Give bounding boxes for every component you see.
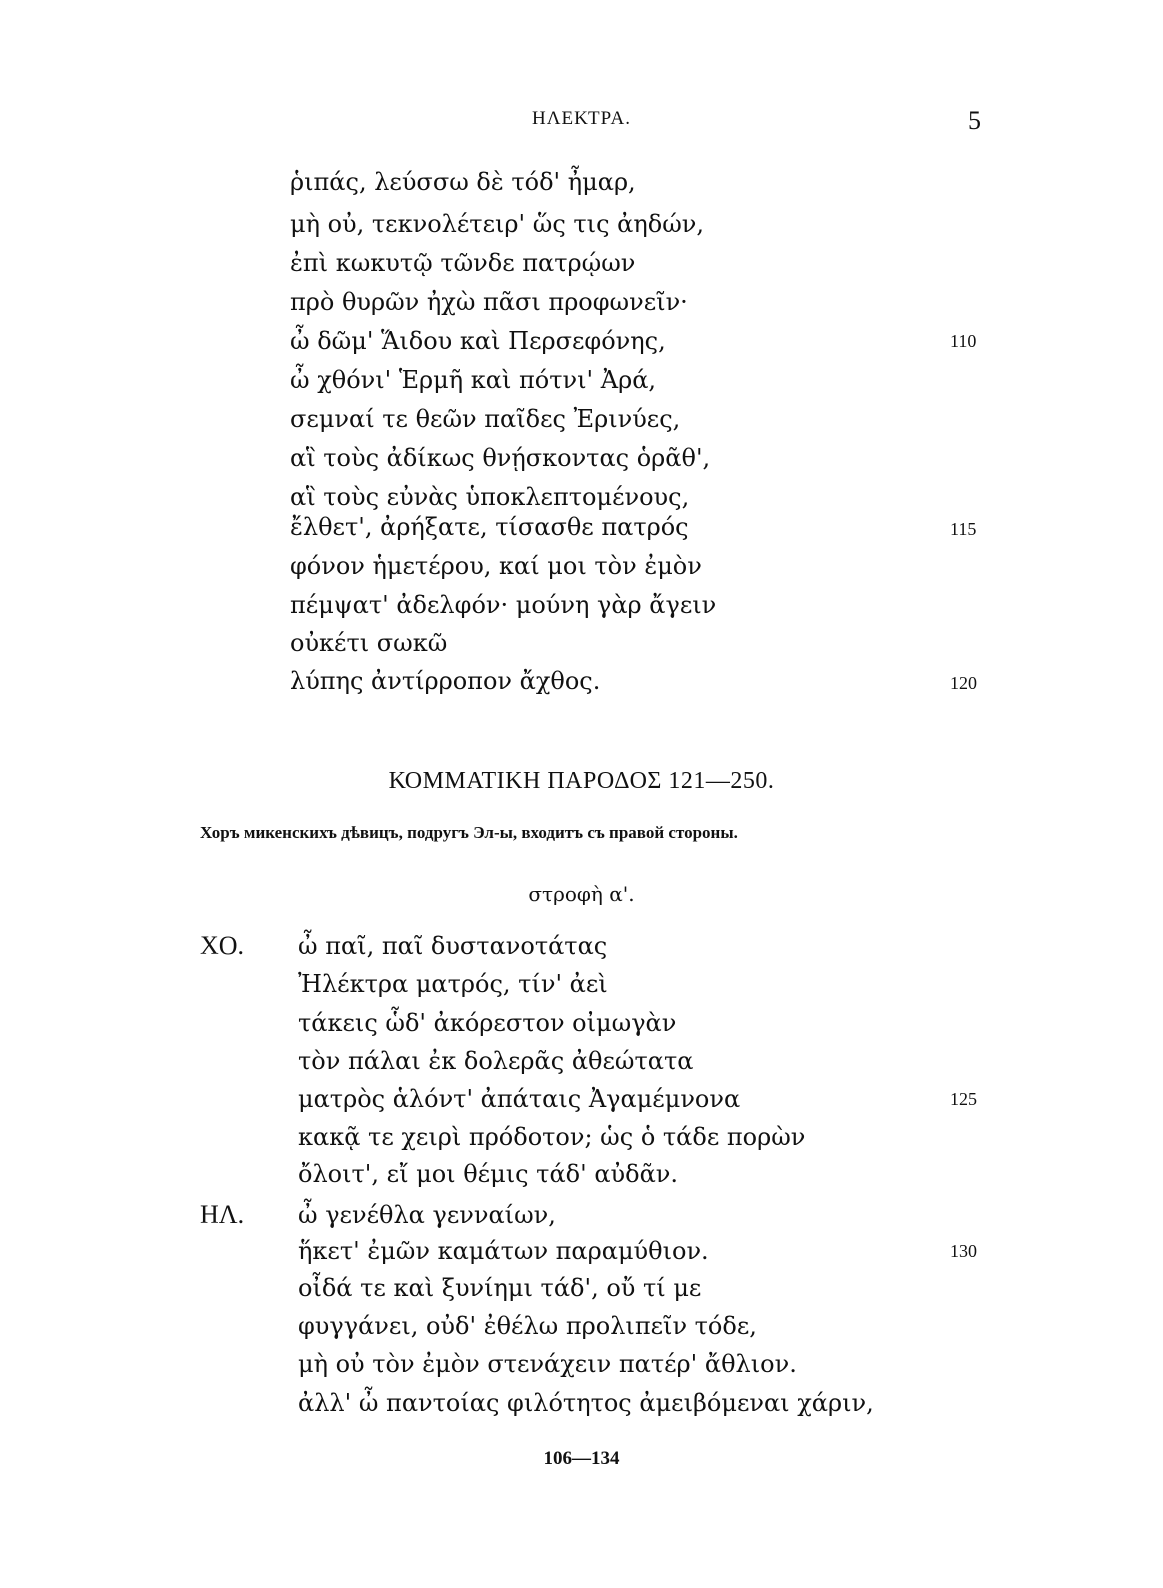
verse-line: οὐκέτι σωκῶ [290, 629, 448, 657]
verse-line: κακᾷ τε χειρὶ πρόδοτον; ὡς ὁ τάδε πορὼν [298, 1123, 806, 1151]
running-head: ΗΛΕΚΤΡΑ. [532, 108, 631, 129]
speaker-label: ΧΟ. [200, 931, 245, 960]
verse-line: ῥιπάς, λεύσσω δὲ τόδ' ἦμαρ, [290, 168, 636, 196]
verse-line: ἀλλ' ὦ παντοίας φιλότητος ἀμειβόμεναι χάριν, [298, 1389, 874, 1417]
verse-line: ἔλθετ', ἀρήξατε, τίσασθε πατρός [290, 513, 689, 541]
verse-line: ὄλοιτ', εἴ μοι θέμις τάδ' αὐδᾶν. [298, 1160, 679, 1188]
footer-line-range: 106—134 [543, 1448, 620, 1469]
verse-line: τὸν πάλαι ἐκ δολερᾶς ἀθεώτατα [298, 1047, 694, 1075]
verse-line: ὦ παῖ, παῖ δυστανοτάτας [298, 932, 608, 960]
line-number: 130 [950, 1241, 977, 1261]
page-number: 5 [968, 106, 981, 135]
verse-line: ὦ χθόνι' Ἑρμῆ καὶ πότνι' Ἀρά, [290, 366, 657, 394]
line-number: 110 [950, 331, 977, 351]
verse-line: μὴ οὐ, τεκνολέτειρ' ὥς τις ἀηδών, [290, 210, 704, 238]
verse-line: ὦ γενέθλα γενναίων, [298, 1201, 556, 1229]
section-title: ΚΟΜΜΑΤΙΚΗ ΠΑΡΟΔΟΣ 121—250. [388, 768, 775, 794]
verse-line: ματρὸς ἁλόντ' ἀπάταις Ἀγαμέμνονα [298, 1085, 741, 1113]
line-number: 115 [950, 519, 977, 539]
verse-line: αἳ τοὺς ἀδίκως θνῄσκοντας ὁρᾶθ', [290, 444, 711, 472]
stanza-label: στροφὴ α'. [528, 882, 635, 906]
verse-line: πρὸ θυρῶν ἠχὼ πᾶσι προφωνεῖν· [290, 288, 688, 316]
verse-line: μὴ οὐ τὸν ἐμὸν στενάχειν πατέρ' ἄθλιον. [298, 1350, 797, 1378]
line-number: 120 [950, 673, 977, 693]
line-number: 125 [950, 1089, 977, 1109]
verse-line: σεμναί τε θεῶν παῖδες Ἐρινύες, [290, 405, 681, 433]
verse-line: ἥκετ' ἐμῶν καμάτων παραμύθιον. [298, 1237, 709, 1265]
verse-line: φόνον ἡμετέρου, καί μοι τὸν ἐμὸν [290, 552, 702, 580]
verse-line: λύπης ἀντίρροπον ἄχθος. [290, 667, 601, 695]
speaker-label: ΗΛ. [200, 1200, 245, 1229]
verse-line: Ἠλέκτρα ματρός, τίν' ἀεὶ [298, 970, 608, 998]
verse-line: ὦ δῶμ' Ἅιδου καὶ Περσεφόνης, [290, 327, 666, 355]
verse-line: πέμψατ' ἀδελφόν· μούνη γὰρ ἄγειν [290, 591, 717, 619]
verse-line: αἳ τοὺς εὐνὰς ὑποκλεπτομένους, [290, 483, 690, 511]
verse-line: οἶδά τε καὶ ξυνίημι τάδ', οὔ τί με [298, 1274, 702, 1302]
verse-line: τάκεις ὧδ' ἀκόρεστον οἰμωγὰν [298, 1009, 677, 1037]
verse-line: ἐπὶ κωκυτῷ τῶνδε πατρῴων [290, 249, 636, 277]
verse-line: φυγγάνει, οὐδ' ἐθέλω προλιπεῖν τόδε, [298, 1312, 757, 1340]
stage-direction: Хоръ микенскихъ дѣвицъ, подругъ Эл-ы, входитъ съ правой стороны. [200, 823, 738, 842]
